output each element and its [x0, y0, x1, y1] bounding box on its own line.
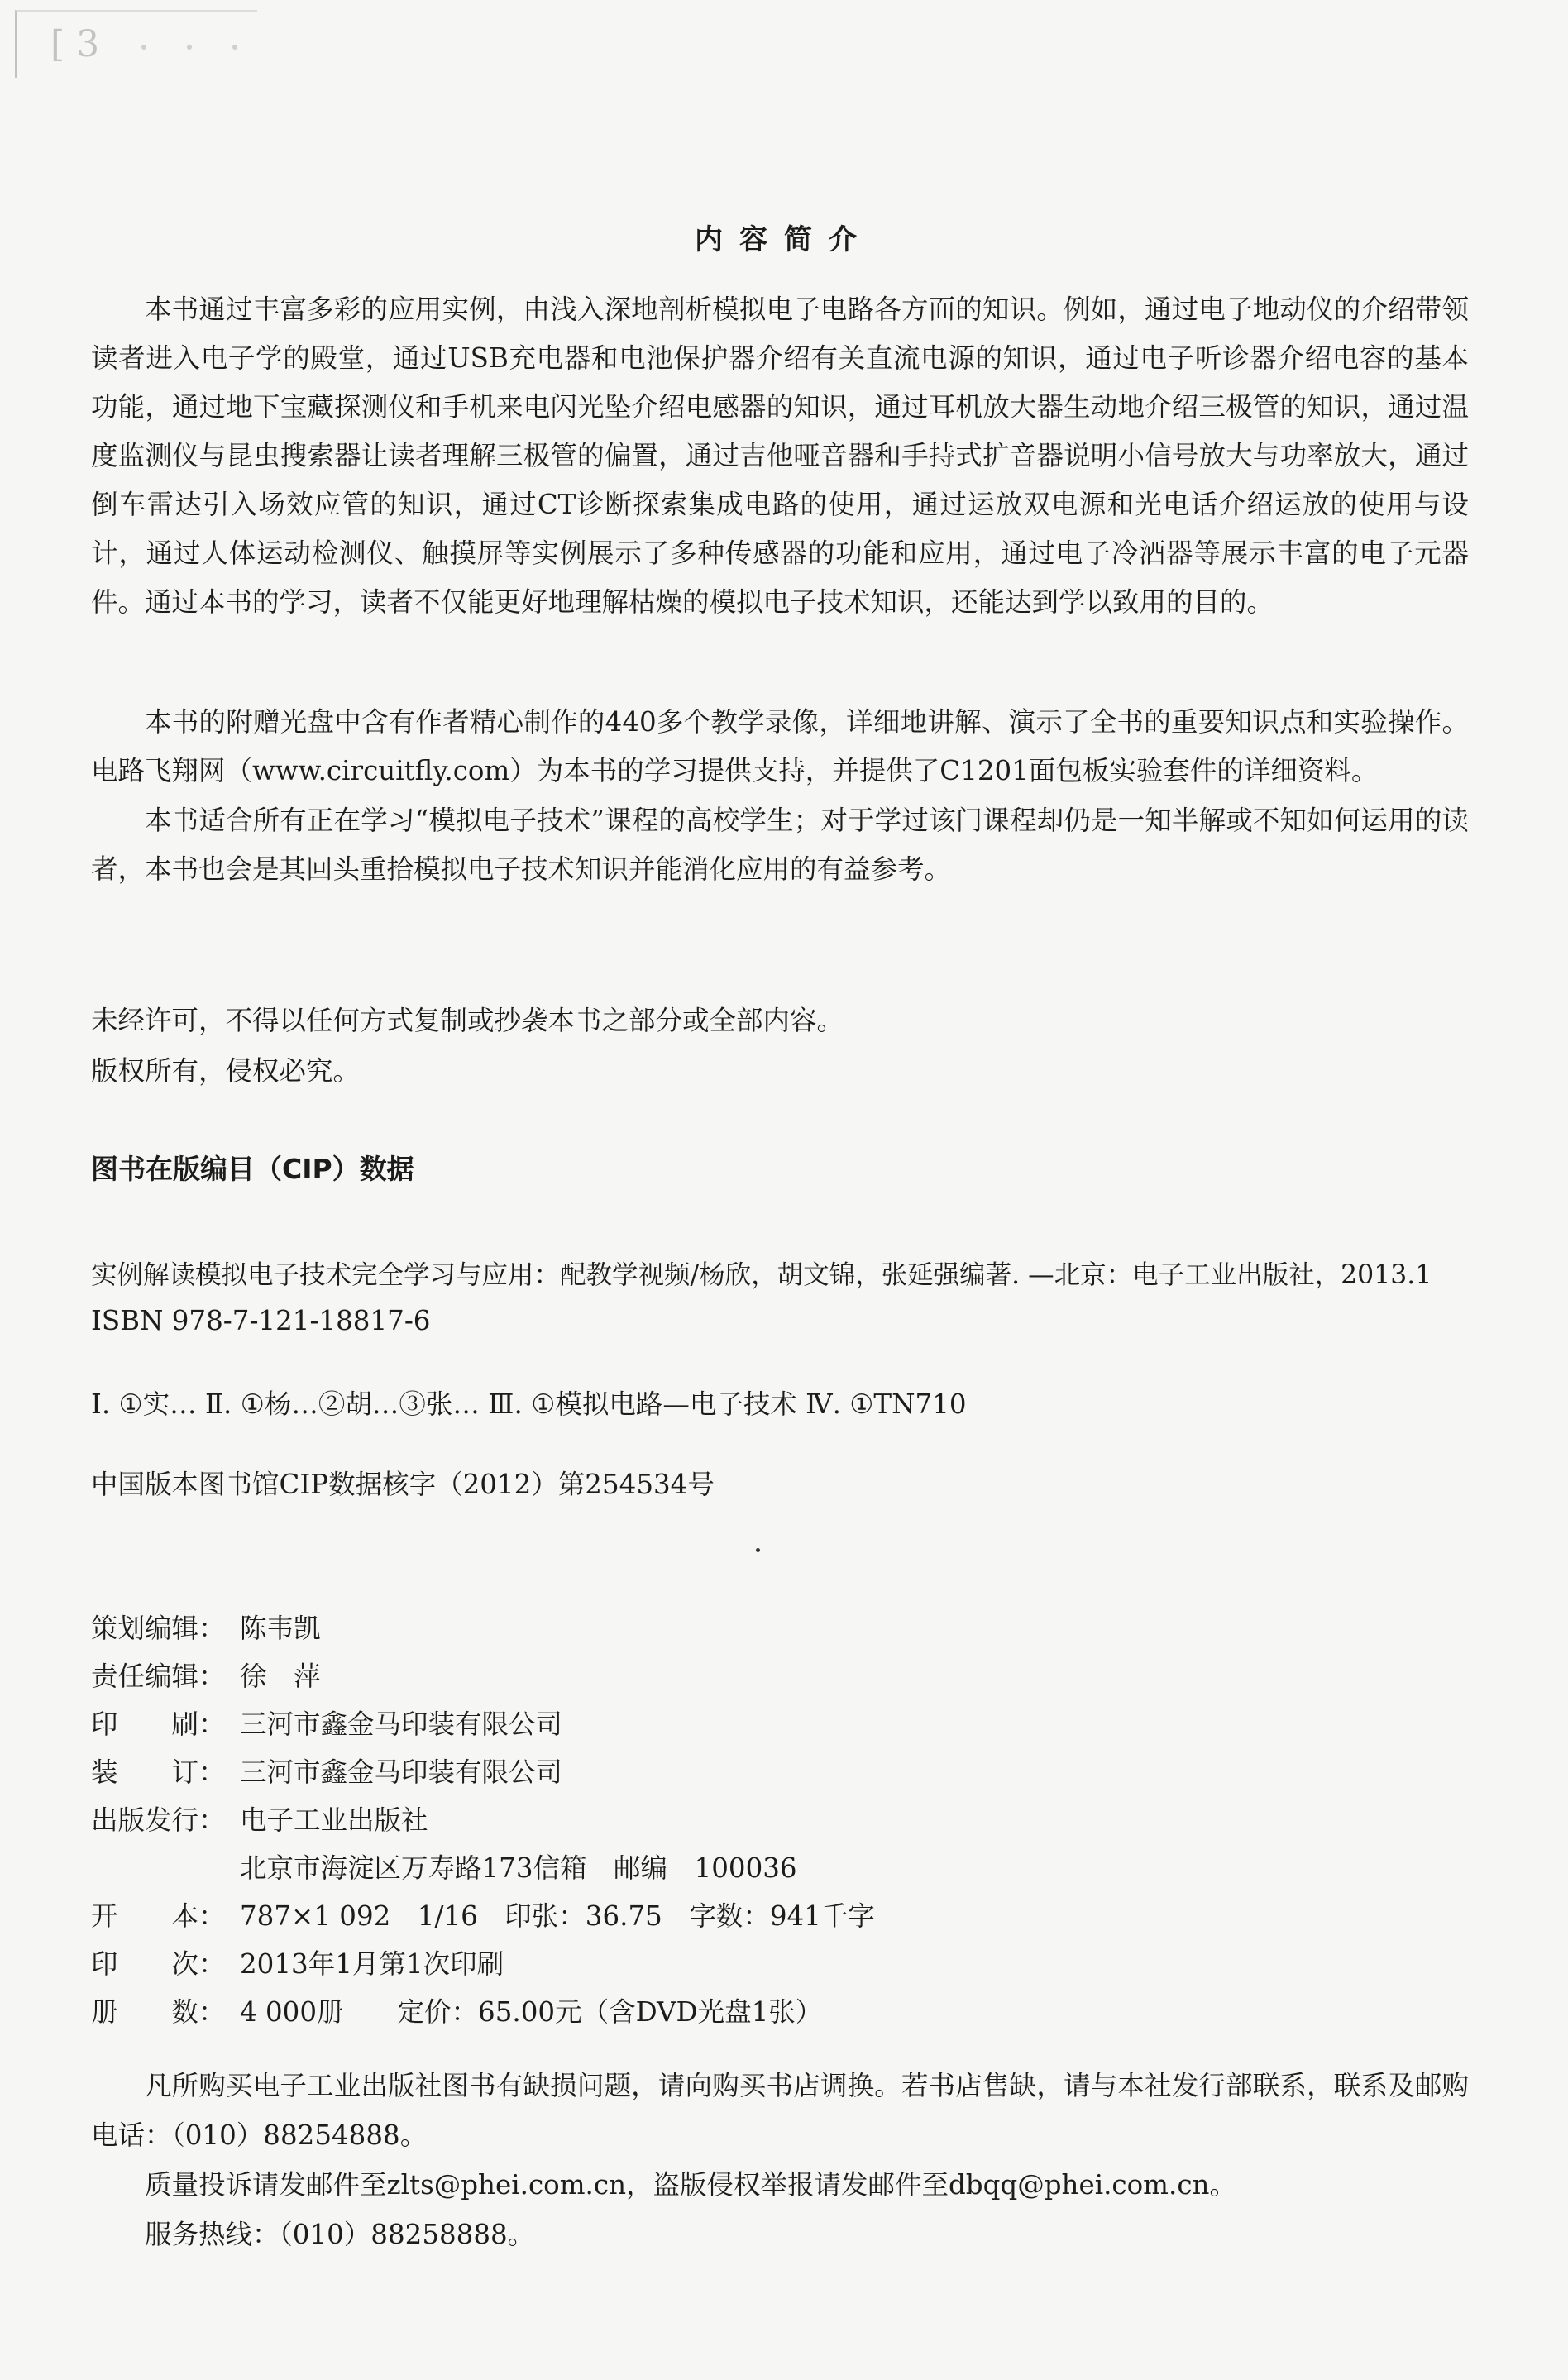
- intro-paragraph-3: 本书适合所有正在学习“模拟电子技术”课程的高校学生；对于学过该门课程却仍是一知半解或不知如何运用的读者，本书也会是其回头重拾模拟电子技术知识并能消化应用的有益参考。: [91, 805, 1469, 885]
- info-row-publisher: [91, 1799, 428, 1838]
- info-row-binding: [91, 1752, 562, 1790]
- info-value: 2013年1月第1次印刷: [240, 1948, 504, 1980]
- scan-speck: [187, 45, 192, 50]
- info-value: 787×1 092 1/16 印张：36.75 字数：941千字: [240, 1900, 875, 1932]
- info-label: [91, 1847, 240, 1885]
- info-row-responsible-editor: [91, 1656, 321, 1694]
- info-value: 陈韦凯: [240, 1613, 321, 1644]
- scan-speck: [232, 45, 237, 50]
- footer-paragraph-hotline: 服务热线：（010）88258888。: [145, 2219, 535, 2250]
- corner-mark-text: [ 3: [50, 23, 100, 65]
- info-row-copies-price: [91, 1991, 822, 2029]
- cip-isbn: ISBN 978-7-121-18817-6: [91, 1305, 431, 1336]
- copyright-notice-1: 未经许可，不得以任何方式复制或抄袭本书之部分或全部内容。: [91, 1005, 844, 1036]
- info-label: 印 刷：: [91, 1709, 226, 1740]
- info-row-printing: [91, 1704, 562, 1742]
- info-label: 出版发行：: [91, 1804, 226, 1836]
- info-label: 开 本：: [91, 1900, 226, 1932]
- info-value: 三河市鑫金马印装有限公司: [240, 1709, 563, 1740]
- copyright-notice-2: 版权所有，侵权必究。: [91, 1055, 361, 1087]
- scan-corner-mark: [15, 10, 257, 78]
- cip-record-number: 中国版本图书馆CIP数据核字（2012）第254534号: [91, 1469, 715, 1500]
- cip-classification: Ⅰ. ①实… Ⅱ. ①杨…②胡…③张… Ⅲ. ①模拟电路—电子技术 Ⅳ. ①TN710: [91, 1388, 967, 1420]
- info-value: 徐 萍: [240, 1661, 321, 1692]
- info-label: 装 订：: [91, 1756, 226, 1788]
- intro-paragraph-1: 本书通过丰富多彩的应用实例，由浅入深地剖析模拟电子电路各方面的知识。例如，通过电子地动仪的介绍带领读者进入电子学的殿堂，通过USB充电器和电池保护器介绍有关直流电源的知识，通过电子听诊器介绍电容的基本功能，通过地下宝藏探测仪和手机来电闪光坠介绍电感器的知识，通过耳机放大器生动地介绍三极管的知识，通过温度监测仪与昆虫搜索器让读者理解三极管的偏置，通过吉他哑音器和手持式扩音器说明小信号放大与功率放大，通过倒车雷达引入场效应管的知识，通过CT诊断探索集成电路的使用，通过运放双电源和光电话介绍运放的使用与设计，通过人体运动检测仪、触摸屏等实例展示了多种传感器的功能和应用，通过电子冷酒器等展示丰富的电子元器件。通过本书的学习，读者不仅能更好地理解枯燥的模拟电子技术知识，还能达到学以致用的目的。: [91, 294, 1469, 618]
- info-value: 北京市海淀区万寿路173信箱 邮编 100036: [240, 1852, 797, 1884]
- intro-paragraph-2: 本书的附赠光盘中含有作者精心制作的440多个教学录像，详细地讲解、演示了全书的重要知识点和实验操作。电路飞翔网（www.circuitfly.com）为本书的学习提供支持，并提供了C1201面包板实验套件的详细资料。: [91, 706, 1469, 786]
- page-title: 内容简介: [695, 223, 873, 256]
- info-label: 策划编辑：: [91, 1613, 226, 1644]
- info-row-planning-editor: [91, 1608, 321, 1646]
- info-row-impression: [91, 1943, 504, 1981]
- scan-speck: [141, 45, 146, 50]
- cip-heading: 图书在版编目（CIP）数据: [91, 1153, 414, 1185]
- info-label: 册 数：: [91, 1996, 226, 2028]
- info-value: 三河市鑫金马印装有限公司: [240, 1756, 563, 1788]
- info-label: 印 次：: [91, 1948, 226, 1980]
- info-label: 责任编辑：: [91, 1661, 226, 1692]
- info-row-format: [91, 1895, 875, 1933]
- scan-dot: [756, 1548, 760, 1552]
- info-value: 电子工业出版社: [240, 1804, 428, 1836]
- info-row-publisher-address: [91, 1847, 797, 1885]
- info-value: 4 000册 定价：65.00元（含DVD光盘1张）: [240, 1996, 823, 2028]
- footer-paragraph-returns: 凡所购买电子工业出版社图书有缺损问题，请向购买书店调换。若书店售缺，请与本社发行部联系，联系及邮购电话：（010）88254888。: [91, 2070, 1469, 2151]
- footer-paragraph-complaints: 质量投诉请发邮件至zlts@phei.com.cn，盗版侵权举报请发邮件至dbqq@phei.com.cn。: [145, 2169, 1236, 2201]
- cip-title-line: 实例解读模拟电子技术完全学习与应用：配教学视频/杨欣，胡文锦，张延强编著. —北京：电子工业出版社，2013.1: [91, 1260, 1432, 1290]
